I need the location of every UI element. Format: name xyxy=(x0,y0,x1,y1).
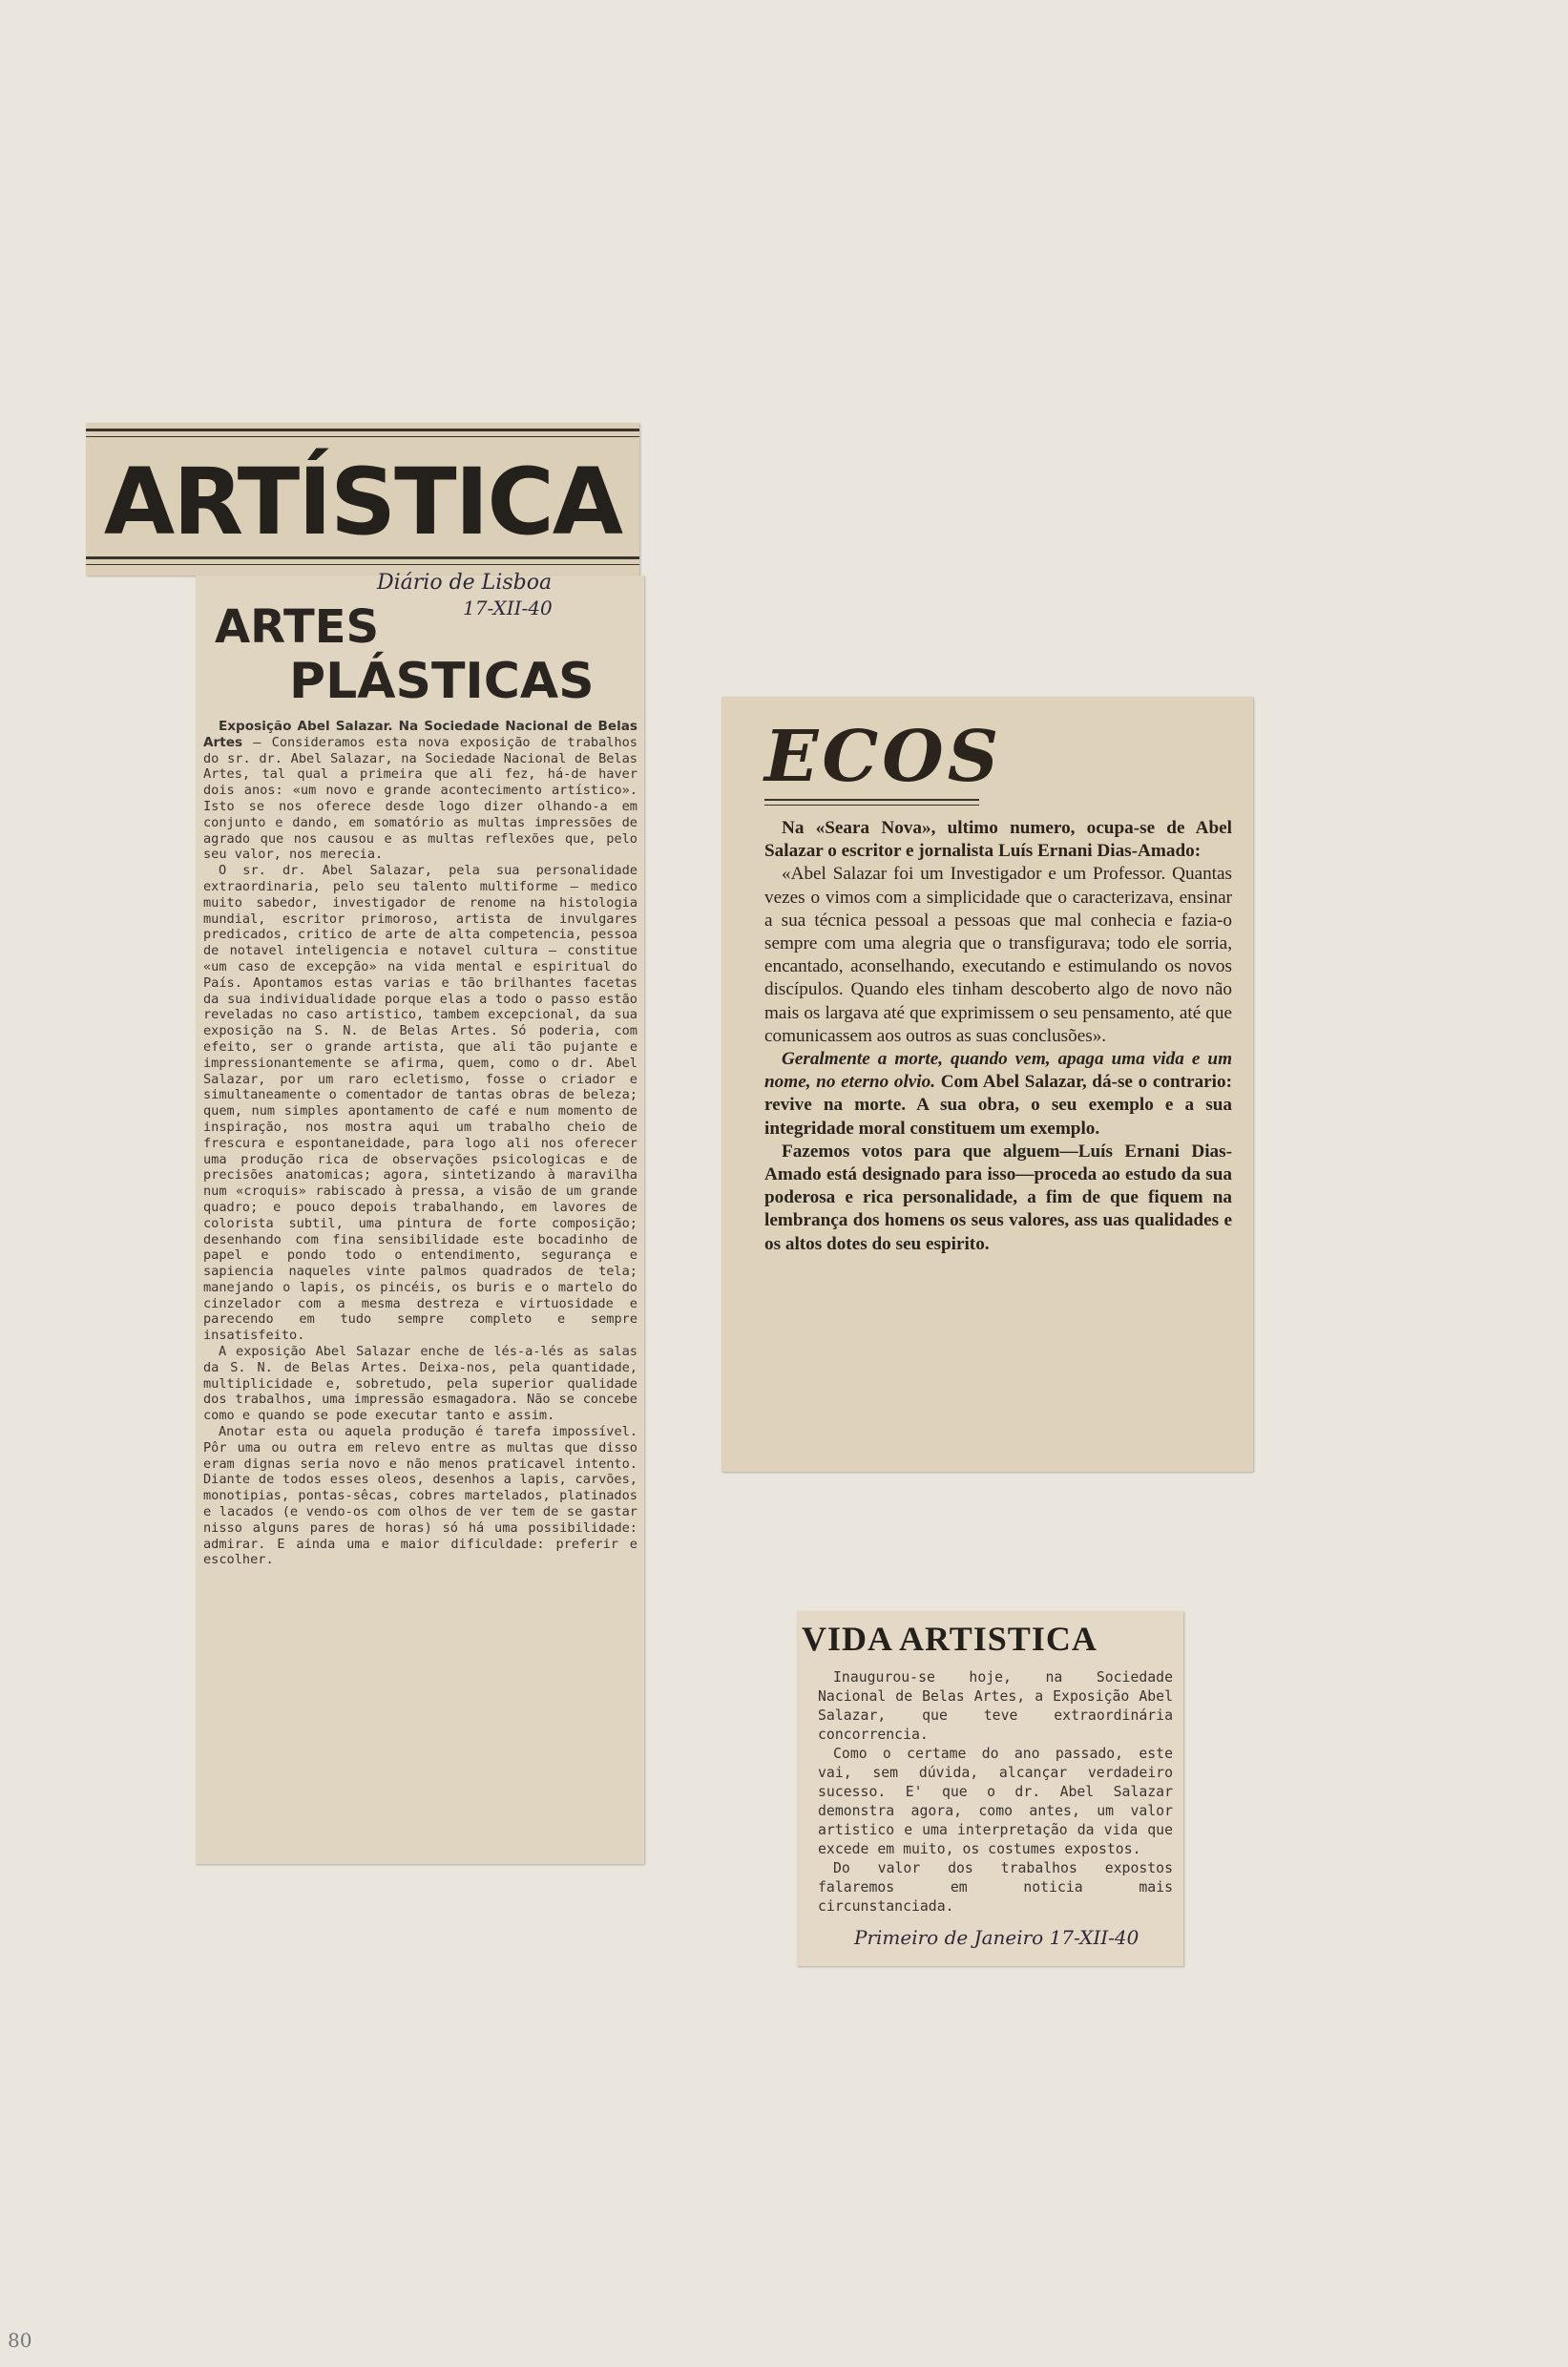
handwritten-date: 17-XII-40 xyxy=(463,597,553,619)
ecos-title: ECOS xyxy=(764,716,1003,798)
ecos-clipping xyxy=(721,697,1253,1472)
banner-rule-bottom xyxy=(86,556,639,559)
article-paragraph: A exposição Abel Salazar enche de lés-a-lés as salas da S. N. de Belas Artes. Deixa-nos, pela quantidade, multiplicidade e, sobretudo, pela superior qualidade dos trabalhos, uma impressão esmagadora. Não se concebe como e quando se pode executar tanto e assim. xyxy=(203,1344,638,1424)
page-number: 80 xyxy=(8,2329,32,2352)
handwritten-source-date: Primeiro de Janeiro 17-XII-40 xyxy=(854,1926,1139,1949)
vida-paragraph: Como o certame do ano passado, este vai, sem dúvida, alcançar verdadeiro sucesso. E' que o dr. Abel Salazar demonstra agora, como antes, um valor artistico e uma interpretação da vida que excede em muito, os costumes expostos. xyxy=(818,1746,1173,1857)
vida-artistica-body xyxy=(818,1668,1173,1917)
article-lead: Exposição Abel Salazar. Na Sociedade Nacional de Belas Artes xyxy=(203,719,638,750)
ecos-rule-2 xyxy=(764,805,979,806)
handwritten-source: Diário de Lisboa xyxy=(377,571,553,595)
ecos-paragraph: Geralmente a morte, quando vem, apaga uma vida e um nome, no eterno olvio. Com Abel Salazar, dá-se o contrario: revive na morte. A sua obra, o seu exemplo e a sua integridade moral constituem um exemplo. xyxy=(764,1049,1232,1139)
banner-rule-top-thin xyxy=(86,436,639,437)
ecos-paragraph: Fazemos votos para que alguem—Luís Ernani Dias-Amado está designado para isso—proceda ao estudo da sua poderosa e rica personalidade, a fim de que fiquem na lembrança dos homens os seus valores, ass uas qualidades e os altos dotes do seu espirito. xyxy=(764,1141,1232,1254)
banner-rule-top xyxy=(86,429,639,431)
article-paragraph: Anotar esta ou aquela produção é tarefa impossível. Pôr uma ou outra em relevo entre as multas que disso eram dignas seria novo e não menos praticavel intento. Diante de todos esses oleos, desenhos a lapis, carvões, monotipias, pontas-sêcas, cobres martelados, platinados e lacados (e vendo-os com olhos de ver tem de se gastar nisso alguns pares de horas) só há uma possibilidade: admirar. E ainda uma e maior dificuldade: preferir e escolher. xyxy=(203,1424,638,1568)
article-title-line2: PLÁSTICAS xyxy=(289,653,595,710)
ecos-intro: Na «Seara Nova», ultimo numero, ocupa-se de Abel Salazar o escritor e jornalista Luís Ernani Dias-Amado: xyxy=(764,818,1232,862)
artes-plasticas-clipping xyxy=(196,571,644,1864)
ecos-rule-1 xyxy=(764,799,979,801)
banner-rule-bottom-thin xyxy=(86,564,639,565)
article-body xyxy=(203,719,638,1568)
vida-paragraph: Do valor dos trabalhos expostos falaremos em noticia mais circunstanciada. xyxy=(818,1860,1173,1915)
vida-artistica-clipping xyxy=(797,1611,1183,1966)
vida-paragraph: Inaugurou-se hoje, na Sociedade Nacional de Belas Artes, a Exposição Abel Salazar, que teve extraordinária concorrencia. xyxy=(818,1669,1173,1743)
ecos-quote: «Abel Salazar foi um Investigador e um Professor. Quantas vezes o vimos com a simplicidade que o caracterizava, ensinar a sua técnica pessoal a pessoas que mal conhecia e fazia-o sempre com uma alegria que o transfigurava; todo ele sorria, encantado, aconselhando, executando e estimulando os novos discípulos. Quando eles tinham descoberto algo de novo não mais os largava até que exprimissem o seu pensamento, até que comunicassem aos outros as suas conclusões». xyxy=(764,864,1232,1046)
artistica-banner-clipping xyxy=(86,423,639,576)
article-paragraph: Exposição Abel Salazar. Na Sociedade Nacional de Belas Artes — Consideramos esta nova exposição de trabalhos do sr. dr. Abel Salazar, na Sociedade Nacional de Belas Artes, tal qual a primeira que ali fez, há-de haver dois anos: «um novo e grande acontecimento artístico». Isto se nos oferece desde logo dizer olhando-a em conjunto e dando, em somatório as multas impressões de agrado que nos causou e as multas reflexões que, pelo seu valor, nos merecia. xyxy=(203,719,638,863)
artistica-banner: ARTÍSTICA xyxy=(103,449,622,555)
ecos-body xyxy=(764,817,1232,1256)
article-paragraph: O sr. dr. Abel Salazar, pela sua personalidade extraordinaria, pelo seu talento multiforme — medico muito sabedor, investigador de renome na histologia mundial, escritor primoroso, artista de invulgares predicados, critico de arte de alta competencia, pessoa de notavel inteligencia e notavel cultura — constitue «um caso de excepção» na vida mental e espiritual do País. Apontamos estas varias e tão brilhantes facetas da sua individualidade porque elas a todo o passo estão reveladas no caso artistico, tambem excepcional, da sua exposição na S. N. de Belas Artes. Só poderia, com efeito, ser o grande artista, que ali tão pujante e impressionantemente se afirma, quem, como o dr. Abel Salazar, por um raro ecletismo, fosse o criador e simultaneamente o comentador de tantas obras de beleza; quem, num simples apontamento de café e num momento de inspiração, nos mostra aqui um trabalho cheio de frescura e espontaneidade, para logo ali nos oferecer uma produção rica de observações psicologicas e de precisões anatomicas; agora, sintetizando à maravilha num «croquis» rabiscado à pressa, a visão de um grande quadro; e pouco depois trabalhando, em lavores de colorista subtil, uma pintura de forte composição; desenhando com fina sensibilidade este bocadinho de papel e pondo todo o entendimento, segurança e sapiencia naqueles vinte palmos quadrados de tela; manejando o lapis, os pincéis, os buris e o martelo do cinzelador com a mesma destreza e virtuosidade e parecendo em tudo sempre completo e sempre insatisfeito. xyxy=(203,863,638,1344)
vida-artistica-title: VIDA ARTISTICA xyxy=(802,1620,1098,1658)
article-title-line1: ARTES xyxy=(215,600,380,654)
